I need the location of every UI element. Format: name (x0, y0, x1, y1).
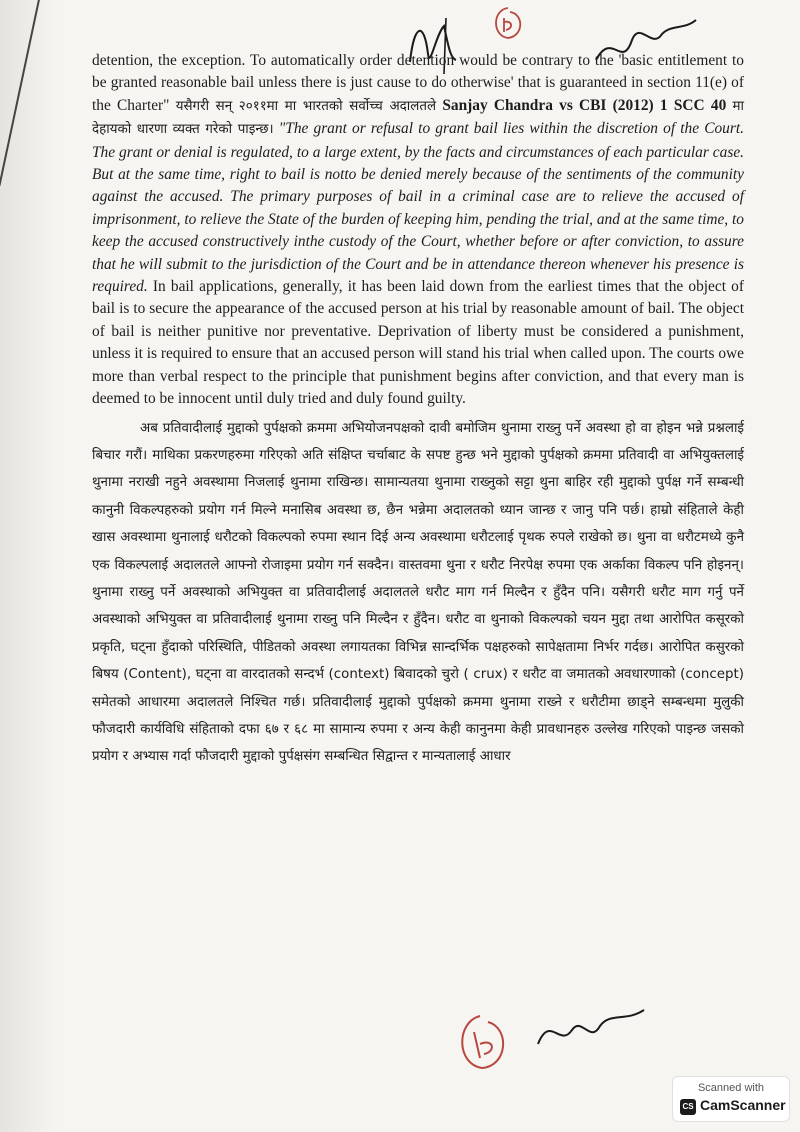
nepali-paragraph: अब प्रतिवादीलाई मुद्दाको पुर्पक्षको क्रममा अभियोजनपक्षको दावी बमोजिम थुनामा राख्नु पर्ने अवस्था हो वा होइन भन्ने प्रश्नलाई बिचार गरौं। माथिका प्रकरणहरुमा गरिएको अति संक्षिप्त चर्चाबाट के सपष्ट हुन्छ भने मुद्दाको पुर्पक्षको क्रममा प्रतिवादी वा अभियुक्तलाई थुनामा नराखी नहुने अवस्थामा निजलाई थुनामा राखिन्छ। सामान्यतया थुनामा राख्नुको सट्टा थुना बाहिर रही मुद्दाको पुर्पक्ष गर्ने सम्बन्धी कानुनी विकल्पहरुको प्रयोग गर्न मिल्ने मनासिब अवस्था छ, छैन भन्नेमा अदालतको ध्यान जान्छ र जानु पनि पर्छ। हाम्रो संहिताले केही खास अवस्थामा थुनालाई धरौटको विकल्पको रुपमा स्थान दिई अन्य अवस्थामा धरौटलाई पृथक रुपले राखेको छ। थुना वा धरौटमध्ये कुनै एक विकल्पलाई अदालतले आफ्नो रोजाइमा प्रयोग गर्न सक्दैन। वास्तवमा थुना र धरौट निरपेक्ष रुपमा एक अर्काका विकल्प पनि होइनन्। थुनामा राख्नु पर्ने अवस्थाको अभियुक्त वा प्रतिवादीलाई अदालतले धरौट माग गर्न मिल्दैन र हुँदैन पनि। यसैगरी धरौट माग गर्नु पर्ने अवस्थाको अभियुक्त वा प्रतिवादीलाई थुनामा राख्नु पनि मिल्दैन र हुँदैन। धरौट वा थुनाको विकल्पको चयन मुद्दा तथा आरोपित कसूरको प्रकृति, घट्ना हुँदाको परिस्थिति, पीडितको अवस्था लगायतका विभिन्न सान्दर्भिक पक्षहरुको सापेक्षतामा निर्भर गर्दछ। आरोपित कसुरको बिषय (Content), घट्ना वा वारदातको सन्दर्भ (context) बिवादको चुरो ( crux) र धरौट वा जमातको अवधारणाको (concept) समेतको आधारमा अदालतले निश्चित गर्छ। प्रतिवादीलाई मुद्दाको पुर्पक्षको क्रममा थुनामा राख्ने र धरौटीमा छाड्ने सम्बन्धमा मुलुकी फौजदारी कार्यविधि संहिताको दफा ६७ र ६८ मा सामान्य रुपमा र अन्य केही कानुनमा केही प्रावधानहरु उल्लेख गरिएको पाइन्छ जसको प्रयोग र अभ्यास गर्दा फौजदारी मुद्दाको पुर्पक्षसंग सम्बन्धित सिद्वान्त र मान्यतालाई आधार (92, 420, 744, 765)
camscanner-watermark (672, 1076, 790, 1122)
camscanner-brand: CamScanner (700, 1097, 786, 1113)
english-intro: detention, the exception. To automatically order detention would be contrary to the 'basic entitlement to be granted reasonable bail unless there is just cause to do otherwise' that is guaranteed in section 11(e) of the Charter" (92, 52, 744, 114)
case-citation: Sanjay Chandra vs CBI (2012) 1 SCC 40 (442, 96, 727, 114)
signature-mark-bottom (534, 1004, 654, 1054)
signature-mark-top-right (592, 10, 702, 70)
quote-regular: In bail applications, generally, it has been laid down from the earliest times that the object of bail is to secure the appearance of the accused person at his trial by reasonable amount of bail. The object of bail is neither punitive nor preventative. Deprivation of liberty must be considered a punishment, unless it is required to ensure that an accused person will stand his trial when called upon. The courts owe more than verbal respect to the principle that punishment begins after conviction, and that every man is deemed to be innocent until duly tried and duly found guilty. (92, 278, 744, 408)
initial-mark-red-top (486, 4, 530, 44)
signature-mark-top-center (400, 14, 480, 74)
english-paragraph (92, 50, 744, 411)
nepali-intro-a: यसैगरी सन् २०११मा मा भारतको सर्वोच्च अदालतले (175, 98, 437, 114)
initial-mark-red-bottom (450, 1008, 520, 1078)
page-edge-shadow (0, 0, 60, 1132)
document-body (92, 50, 744, 771)
nepali-intro-b: मा देहायको धारणा व्यक्त गरेको पाइन्छ। (92, 98, 745, 138)
quote-italic: "The grant or refusal to grant bail lies within the discretion of the Court. The grant or denial is regulated, to a large extent, by the facts and circumstances of each particular case. But at the same time, right to bail is notto be denied merely because of the sentiments of the community against the accused. The primary purposes of bail in a criminal case are to relieve the accused of imprisonment, to relieve the State of the burden of keeping him, pending the trial, and at the same time, to keep the accused constructively inthe custody of the Court, whether before or after conviction, to assure that he will submit to the jurisdiction of the Court and be in attendance thereon whenever his presence is required. (92, 120, 744, 296)
scanned-with-label: Scanned with (697, 1082, 765, 1094)
camscanner-logo-icon: CS (680, 1099, 696, 1115)
